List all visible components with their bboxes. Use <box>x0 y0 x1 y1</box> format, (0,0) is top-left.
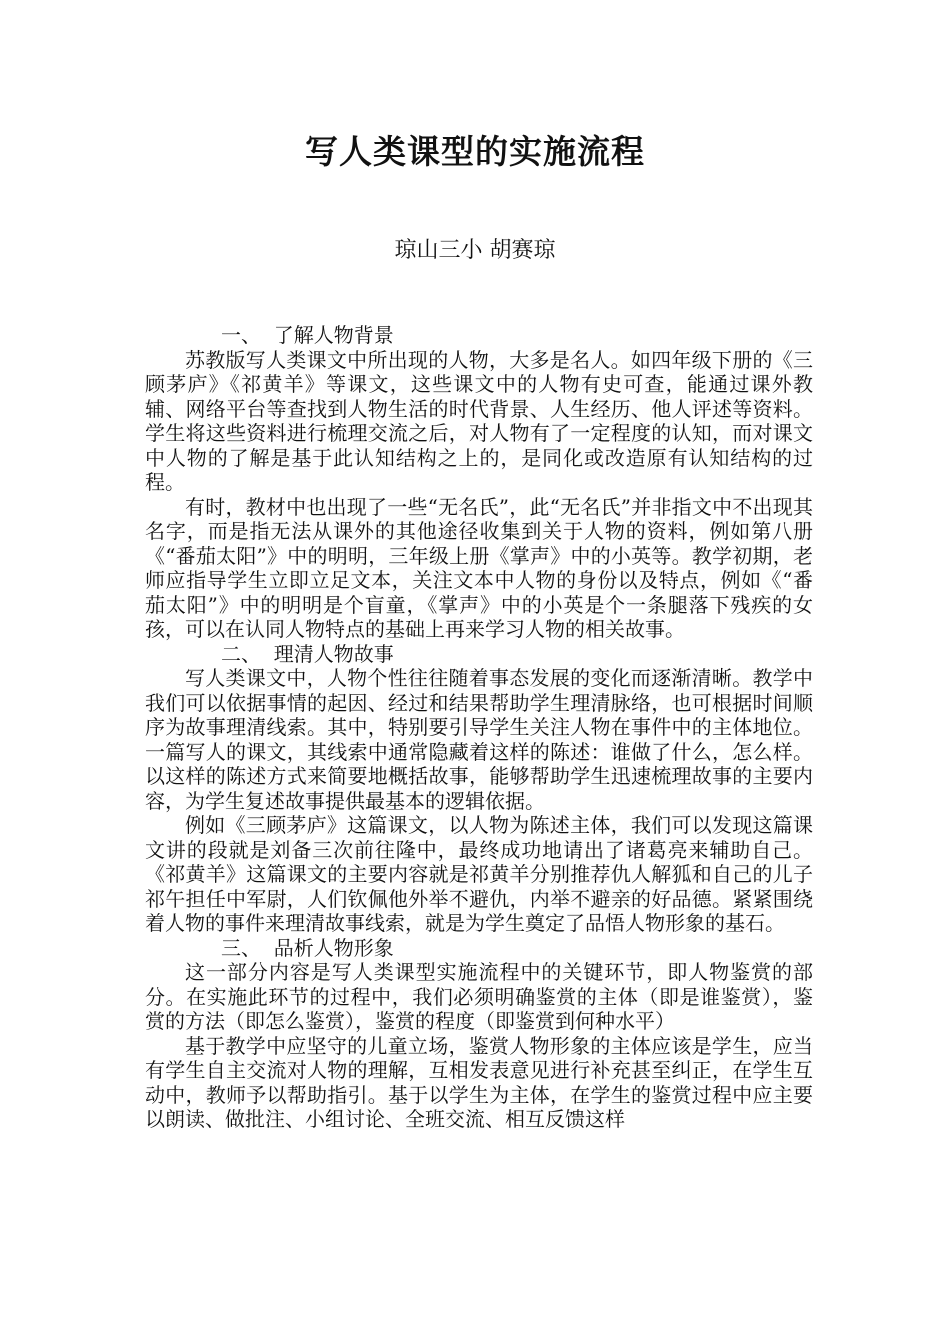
section-heading: 一、 了解人物背景 <box>221 323 394 347</box>
section-heading: 三、 品析人物形象 <box>221 935 394 960</box>
body-paragraph: 基于教学中应坚守的儿童立场，鉴赏人物形象的主体应该是学生，应当有学生自主交流对人物的理解，互相发表意见进行补充甚至纠正，在学生互动中，教师予以帮助指引。基于以学生为主体，在学生的鉴赏过程中应主要以朗读、做批注、小组讨论、全班交流、相互反馈这样 <box>145 1033 813 1131</box>
body-paragraph: 苏教版写人类课文中所出现的人物，大多是名人。如四年级下册的《三顾茅庐》《祁黄羊》等课文，这些课文中的人物有史可查，能通过课外教辅、网络平台等查找到人物生活的时代背景、人生经历、他人评述等资料。学生将这些资料进行梳理交流之后，对人物有了一定程度的认知，而对课文中人物的了解是基于此认知结构之上的，是同化或改造原有认知结构的过程。 <box>145 347 813 494</box>
document-title: 写人类课型的实施流程 <box>305 132 645 171</box>
section-heading: 二、 理清人物故事 <box>221 641 394 666</box>
document-body <box>145 323 813 1132</box>
body-paragraph: 这一部分内容是写人类课型实施流程中的关键环节，即人物鉴赏的部分。在实施此环节的过程中，我们必须明确鉴赏的主体（即是谁鉴赏），鉴赏的方法（即怎么鉴赏），鉴赏的程度（即鉴赏到何种水平） <box>145 960 813 1033</box>
body-paragraph: 写人类课文中，人物个性往往随着事态发展的变化而逐渐清晰。教学中我们可以依据事情的起因、经过和结果帮助学生理清脉络，也可根据时间顺序为故事理清线索。其中，特别要引导学生关注人物在事件中的主体地位。一篇写人的课文，其线索中通常隐藏着这样的陈述：谁做了什么，怎么样。以这样的陈述方式来简要地概括故事，能够帮助学生迅速梳理故事的主要内容，为学生复述故事提供最基本的逻辑依据。 <box>145 666 813 813</box>
author-line: 琼山三小 胡赛琼 <box>394 238 556 263</box>
body-paragraph: 例如《三顾茅庐》这篇课文，以人物为陈述主体，我们可以发现这篇课文讲的段就是刘备三次前往隆中，最终成功地请出了诸葛亮来辅助自己。《祁黄羊》这篇课文的主要内容就是祁黄羊分别推荐仇人解狐和自己的儿子祁午担任中军尉，人们钦佩他外举不避仇，内举不避亲的好品德。紧紧围绕着人物的事件来理清故事线索，就是为学生奠定了品悟人物形象的基石。 <box>145 813 813 935</box>
body-paragraph: 有时，教材中也出现了一些“无名氏”，此“无名氏”并非指文中不出现其名字，而是指无法从课外的其他途径收集到关于人物的资料，例如第八册《“番茄太阳”》中的明明，三年级上册《掌声》中的小英等。教学初期，老师应指导学生立即立足文本，关注文本中人物的身份以及特点，例如《“番茄太阳”》中的明明是个盲童，《掌声》中的小英是个一条腿落下残疾的女孩，可以在认同人物特点的基础上再来学习人物的相关故事。 <box>145 494 813 641</box>
